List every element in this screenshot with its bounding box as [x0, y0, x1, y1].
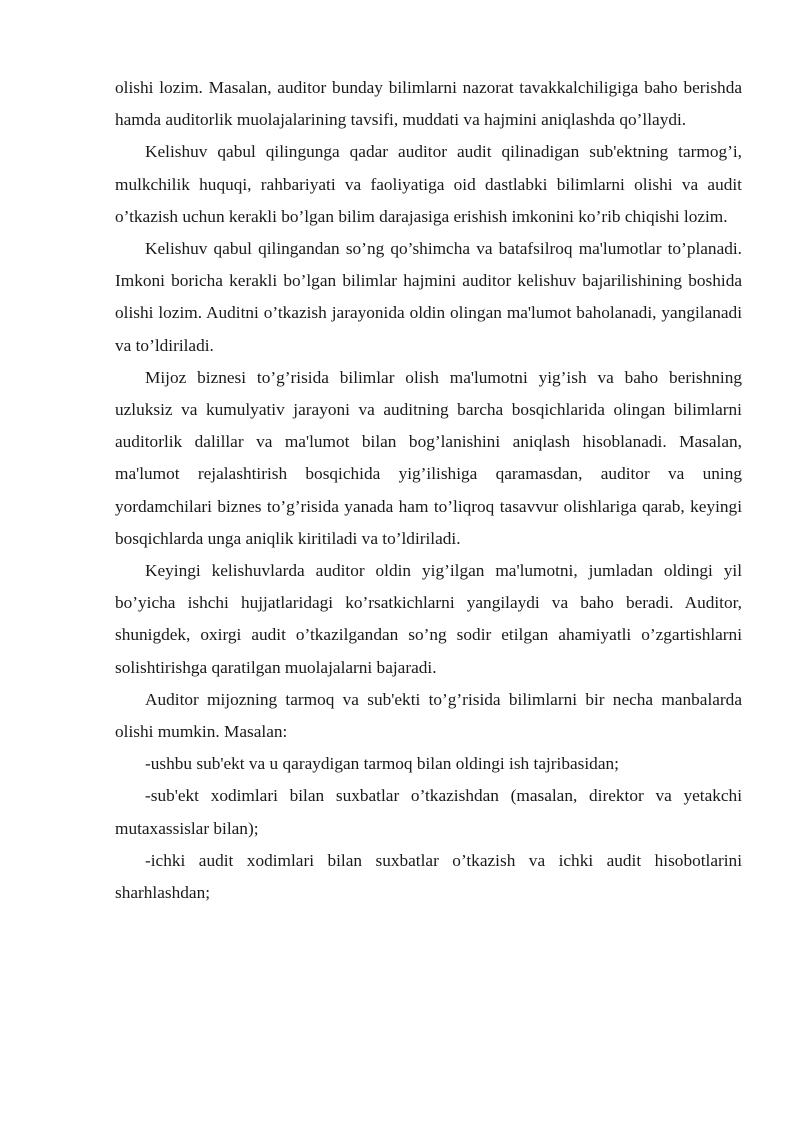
paragraph-3: Kelishuv qabul qilingandan so’ng qo’shimcha va batafsilroq ma'lumotlar to’planadi. Imkoni boricha kerakli bo’lgan bilimlar hajmini auditor kelishuv bajarilishining boshida olishi lozim. Auditni o’tkazish jarayonida oldin olingan ma'lumot baholanadi, yangilanadi va to’ldiriladi. — [115, 239, 742, 355]
list-item-3: -ichki audit xodimlari bilan suxbatlar o’tkazish va ichki audit hisobotlarini sharhlashdan; — [115, 850, 742, 903]
list-item-2: -sub'ekt xodimlari bilan suxbatlar o’tkazishdan (masalan, direktor va yetakchi mutaxassislar bilan); — [115, 786, 742, 838]
list-item-1: -ushbu sub'ekt va u qaraydigan tarmoq bilan oldingi ish tajribasidan; — [145, 754, 619, 774]
paragraph-6: Auditor mijozning tarmoq va sub'ekti to’g’risida bilimlarni bir necha manbalarda olishi mumkin. Masalan: — [115, 689, 742, 742]
paragraph-2: Kelishuv qabul qilingunga qadar auditor audit qilinadigan sub'ektning tarmog’i, mulkchilik huquqi, rahbariyati va faoliyatiga oid dastlabki bilimlarni olishi va audit o’tkazish uchun kerakli bo’lgan bilim darajasiga erishish imkonini ko’rib chiqishi lozim. — [115, 142, 742, 226]
paragraph-1: olishi lozim. Masalan, auditor bunday bilimlarni nazorat tavakkalchiligiga baho berishda hamda auditorlik muolajalarining tavsifi, muddati va hajmini aniqlashda qo’llaydi. — [115, 78, 742, 130]
document-page — [115, 72, 742, 909]
paragraph-5: Keyingi kelishuvlarda auditor oldin yig’ilgan ma'lumotni, jumladan oldingi yil bo’yicha ishchi hujjatlaridagi ko’rsatkichlarni yangilaydi va baho beradi. Auditor, shunigdek, oxirgi audit o’tkazilgandan so’ng sodir etilgan ahamiyatli o’zgartishlarni solishtirishga qaratilgan muolajalarni bajaradi. — [115, 561, 742, 677]
paragraph-4: Mijoz biznesi to’g’risida bilimlar olish ma'lumotni yig’ish va baho berishning uzluksiz va kumulyativ jarayoni va auditning barcha bosqichlarida olingan bilimlarni auditorlik dalillar va ma'lumot bilan bog’lanishini aniqlash hisoblanadi. Masalan, ma'lumot rejalashtirish bosqichida yig’ilishiga qaramasdan, auditor va uning yordamchilari biznes to’g’risida yanada ham to’liqroq tasavvur olishlariga qarab, keyingi bosqichlarda unga aniqlik kiritiladi va to’ldiriladi. — [115, 367, 742, 548]
